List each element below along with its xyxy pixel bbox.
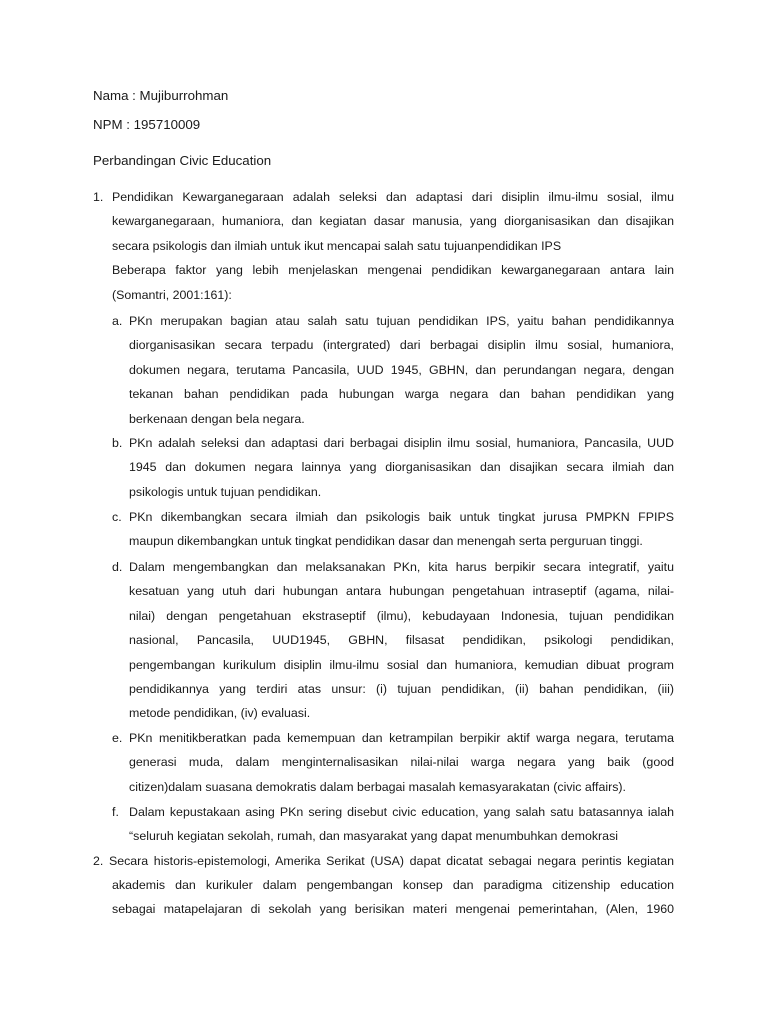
list-item-line: dokumen negara, terutama Pancasila, UUD 1945, GBHN, dan perundangan negara, dengan [129, 362, 674, 377]
list-item-line: 1945 dan dokumen negara lainnya yang diorganisasikan dan disajikan secara ilmiah dan [129, 460, 674, 475]
paragraph-line: akademis dan kurikuler dalam pengembangan konsep dan paradigma citizenship education [112, 878, 674, 892]
student-name: Nama : Mujiburrohman [93, 88, 229, 103]
list-item-marker-c: c. [112, 510, 122, 524]
list-item-marker-b: b. [112, 436, 123, 450]
list-item-line: nasional, Pancasila, UUD1945, GBHN, filsasat pendidikan, psikologi pendidikan, [129, 633, 674, 648]
list-item-line: diorganisasikan secara terpadu (intergrated) dari berbagai disiplin ilmu sosial, humaniora, [129, 338, 674, 353]
list-item-marker-d: d. [112, 560, 123, 574]
list-item-c [129, 505, 674, 554]
document-title: Perbandingan Civic Education [93, 153, 272, 168]
paragraph-line: (Somantri, 2001:161): [112, 287, 232, 302]
list-item-b [129, 431, 674, 504]
list-item-line: maupun dikembangkan untuk tingkat pendidikan dasar dan menengah serta perguruan tinggi. [129, 534, 643, 549]
section-2-continuation [112, 873, 674, 922]
list-item-line: kesatuan yang utuh dari hubungan antara hubungan pengetahuan intraseptif (agama, nilai- [129, 584, 674, 599]
list-item-line: tekanan bahan pendidikan pada hubungan warga negara dan bahan pendidikan yang [129, 387, 674, 402]
list-item-line: pendidikannya yang terdiri atas unsur: (i) tujuan pendidikan, (ii) bahan pendidikan, (iii) [129, 681, 674, 696]
student-npm: NPM : 195710009 [93, 117, 201, 132]
list-item-line: PKn menitikberatkan pada kemempuan dan ketrampilan berpikir aktif warga negara, terutama [129, 731, 674, 745]
list-item-a [129, 309, 674, 431]
list-item-line: psikologis untuk tujuan pendidikan. [129, 484, 322, 499]
paragraph-line: 2. Secara historis-epistemologi, Amerika Serikat (USA) dapat dicatat sebagai negara perintis kegiatan [93, 854, 674, 868]
section-1-paragraph [112, 185, 674, 307]
list-item-line: PKn dikembangkan secara ilmiah dan psikologis baik untuk tingkat jurusa PMPKN FPIPS [129, 510, 674, 524]
list-item-line: pengembangan kurikulum disiplin ilmu-ilmu sosial dan humaniora, kemudian dibuat program [129, 657, 674, 672]
paragraph-line: Beberapa faktor yang lebih menjelaskan mengenai pendidikan kewarganegaraan antara lain [112, 263, 674, 278]
list-item-line: citizen)dalam suasana demokratis dalam berbagai masalah kemasyarakatan (civic affairs). [129, 779, 626, 794]
list-item-line: PKn adalah seleksi dan adaptasi dari berbagai disiplin ilmu sosial, humaniora, Pancasila, UUD [129, 436, 674, 450]
paragraph-line: Pendidikan Kewarganegaraan adalah seleksi dan adaptasi dari disiplin ilmu-ilmu sosial, ilmu [112, 190, 674, 204]
list-item-line: generasi muda, dalam menginternalisasikan nilai-nilai warga negara yang baik (good [129, 755, 674, 770]
list-item-line: “seluruh kegiatan sekolah, rumah, dan masyarakat yang dapat menumbuhkan demokrasi [129, 829, 619, 844]
list-item-line: PKn merupakan bagian atau salah satu tujuan pendidikan IPS, yaitu bahan pendidikannya [129, 314, 674, 328]
list-item-line: Dalam kepustakaan asing PKn sering disebut civic education, yang salah satu batasannya ialah [129, 805, 674, 819]
list-item-line: Dalam mengembangkan dan melaksanakan PKn, kita harus berpikir secara integratif, yaitu [129, 560, 674, 574]
list-item-marker-a: a. [112, 314, 123, 328]
list-item-line: metode pendidikan, (iv) evaluasi. [129, 706, 311, 721]
list-item-e [129, 726, 674, 799]
list-item-line: nilai) dengan pengetahuan ekstraseptif (ilmu), kebudayaan Indonesia, tujuan pendidikan [129, 608, 674, 623]
paragraph-line: kewarganegaraan, humaniora, dan kegiatan dasar manusia, yang diorganisasikan dan disajikan [112, 214, 674, 229]
paragraph-line: sebagai matapelajaran di sekolah yang berisikan materi mengenai pemerintahan, (Alen, 1960 [112, 902, 674, 917]
list-item-line: berkenaan dengan bela negara. [129, 411, 305, 426]
section-2-paragraph [93, 849, 674, 873]
list-item-marker-f: f. [112, 805, 119, 819]
list-item-marker-e: e. [112, 731, 123, 745]
list-item-d [129, 555, 674, 726]
section-1-marker: 1. [93, 190, 104, 204]
paragraph-line: secara psikologis dan ilmiah untuk ikut mencapai salah satu tujuanpendidikan IPS [112, 238, 562, 253]
list-item-f [129, 800, 674, 849]
